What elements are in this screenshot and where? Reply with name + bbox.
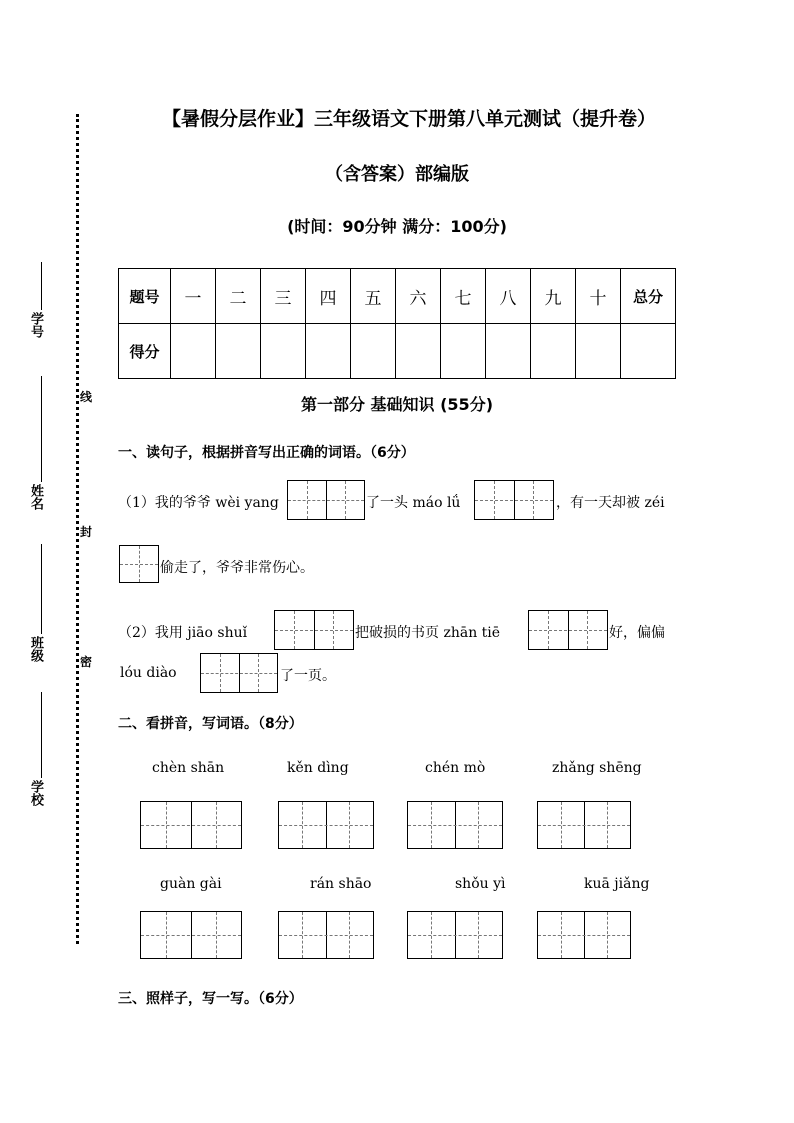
cut-mark-seal: 封 — [80, 525, 93, 539]
score-table — [118, 268, 676, 379]
score-input-cell[interactable] — [351, 324, 396, 379]
q1-s1-text-c: ，有一天却被 zéi — [556, 495, 665, 511]
table-cell: 七 — [441, 269, 486, 324]
score-input-cell[interactable] — [576, 324, 621, 379]
q1-s1-text-d: 偷走了，爷爷非常伤心。 — [160, 560, 314, 576]
table-cell: 题号 — [119, 269, 171, 324]
pinyin-label: guàn gài — [160, 876, 222, 892]
page-title: 【暑假分层作业】三年级语文下册第八单元测试（提升卷） — [161, 108, 656, 130]
q2-heading: 二、看拼音，写词语。（8分） — [118, 716, 303, 732]
q1-s2-text-c: 好，偏偏 — [609, 625, 665, 641]
student-id-label: 学号 — [28, 312, 43, 338]
writing-grid[interactable] — [278, 801, 374, 849]
pinyin-label: shǒu yì — [455, 876, 506, 892]
score-input-cell[interactable] — [216, 324, 261, 379]
pinyin-label: kuā jiǎng — [584, 876, 650, 892]
q1-s2-text-b: 把破损的书页 zhān tiē — [355, 625, 501, 641]
q3-heading: 三、照样子，写一写。（6分） — [118, 991, 303, 1007]
writing-grid[interactable] — [140, 911, 242, 959]
q1-heading: 一、读句子，根据拼音写出正确的词语。（6分） — [118, 445, 415, 461]
q1-s1-text-b: 了一头 máo lǘ — [366, 495, 461, 511]
score-input-cell[interactable] — [396, 324, 441, 379]
table-cell: 一 — [171, 269, 216, 324]
answer-box-jiaoshui[interactable] — [274, 610, 354, 650]
pinyin-label: zhǎng shēng — [552, 760, 642, 776]
q1-s2-text-e: 了一页。 — [280, 668, 336, 684]
score-table-header-row — [119, 269, 676, 324]
part1-heading: 第一部分 基础知识 (55分) — [300, 395, 494, 414]
pinyin-label: rán shāo — [310, 876, 372, 892]
table-cell: 四 — [306, 269, 351, 324]
student-id-line — [41, 262, 42, 310]
school-label: 学校 — [28, 780, 43, 806]
writing-grid[interactable] — [537, 801, 631, 849]
school-line — [41, 692, 42, 778]
score-input-cell[interactable] — [261, 324, 306, 379]
table-cell: 二 — [216, 269, 261, 324]
table-cell: 六 — [396, 269, 441, 324]
table-cell: 五 — [351, 269, 396, 324]
table-cell: 九 — [531, 269, 576, 324]
class-line — [41, 544, 42, 634]
score-input-cell[interactable] — [531, 324, 576, 379]
writing-grid[interactable] — [278, 911, 374, 959]
binding-dotted-line — [76, 114, 79, 944]
page-subtitle: （含答案）部编版 — [325, 164, 469, 185]
score-input-cell[interactable] — [621, 324, 676, 379]
answer-box-zhantie[interactable] — [528, 610, 608, 650]
pinyin-label: kěn dìng — [287, 760, 349, 776]
cut-mark-line: 线 — [80, 390, 93, 404]
exam-info: (时间：90分钟 满分：100分) — [287, 217, 507, 236]
answer-box-loudiao[interactable] — [200, 653, 278, 693]
class-label: 班级 — [28, 636, 43, 662]
q1-s1-text-a: （1）我的爷爷 wèi yang — [118, 495, 279, 511]
table-cell: 得分 — [119, 324, 171, 379]
writing-grid[interactable] — [140, 801, 242, 849]
writing-grid[interactable] — [537, 911, 631, 959]
pinyin-label: chén mò — [425, 760, 486, 776]
table-cell: 八 — [486, 269, 531, 324]
score-input-cell[interactable] — [171, 324, 216, 379]
cut-mark-secret: 密 — [80, 655, 93, 669]
q1-s2-text-d: lóu diào — [120, 665, 177, 681]
pinyin-label: chèn shān — [152, 760, 225, 776]
q1-s2-text-a: （2）我用 jiāo shuǐ — [118, 625, 248, 641]
score-input-cell[interactable] — [486, 324, 531, 379]
writing-grid[interactable] — [407, 801, 503, 849]
answer-box-weiyang[interactable] — [287, 480, 365, 520]
table-cell: 十 — [576, 269, 621, 324]
answer-box-zei[interactable] — [119, 545, 159, 583]
student-name-label: 姓名 — [28, 484, 43, 510]
score-input-cell[interactable] — [306, 324, 351, 379]
score-input-cell[interactable] — [441, 324, 486, 379]
answer-box-maolu[interactable] — [474, 480, 554, 520]
table-cell: 总分 — [621, 269, 676, 324]
table-cell: 三 — [261, 269, 306, 324]
writing-grid[interactable] — [407, 911, 503, 959]
score-table-score-row — [119, 324, 676, 379]
